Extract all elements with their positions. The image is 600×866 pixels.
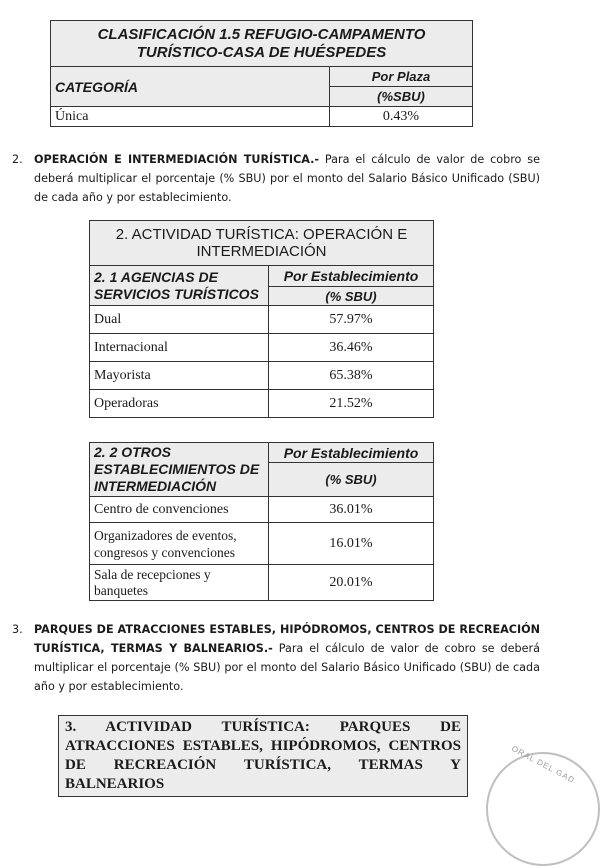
table-row <box>90 390 434 418</box>
table3-row-value: 36.01% <box>269 497 434 523</box>
table2-rate-header: Por Establecimiento <box>269 266 434 287</box>
item-3-number: 3. <box>12 623 23 636</box>
item-2-number: 2. <box>12 153 23 166</box>
table2-row-name: Dual <box>90 306 269 334</box>
table-row <box>90 565 434 601</box>
table1-row-value: 0.43% <box>330 107 473 127</box>
table1-row-name: Única <box>51 107 330 127</box>
table3-row-name: Organizadores de eventos, congresos y convenciones <box>90 523 269 565</box>
item-2-paragraph <box>12 150 540 207</box>
table3-category-header: 2. 2 OTROS ESTABLECIMIENTOS DE INTERMEDIACIÓN <box>90 443 269 497</box>
item-3-text: Para el cálculo de valor de cobro se deberá multiplicar el porcentaje (% SBU) por el monto del Salario Básico Unificado (SBU) de cada año y por establecimiento. <box>34 642 540 693</box>
table2-category-header: 2. 1 AGENCIAS DE SERVICIOS TURÍSTICOS <box>90 266 269 306</box>
table3-row-name: Centro de convenciones <box>90 497 269 523</box>
table3-rate-header: Por Establecimiento <box>269 443 434 463</box>
table-otros-establecimientos <box>89 442 434 601</box>
table3-row-value: 16.01% <box>269 523 434 565</box>
table-parques-atracciones <box>58 715 468 797</box>
table2-row-name: Mayorista <box>90 362 269 390</box>
item-2-heading: OPERACIÓN E INTERMEDIACIÓN TURÍSTICA.- <box>34 153 320 166</box>
table1-category-header: CATEGORÍA <box>51 67 330 107</box>
table2-row-value: 21.52% <box>269 390 434 418</box>
table1-unit-header: (%SBU) <box>330 87 473 107</box>
table2-row-name: Operadoras <box>90 390 269 418</box>
table-actividad-operacion <box>89 220 434 418</box>
table-row <box>90 334 434 362</box>
table3-unit-header: (% SBU) <box>269 463 434 497</box>
table-row <box>51 107 473 127</box>
table2-row-name: Internacional <box>90 334 269 362</box>
table-refugio-campamento <box>50 20 473 127</box>
seal-text: ORAL DEL GAD <box>510 743 577 786</box>
table-row <box>90 523 434 565</box>
table2-row-value: 65.38% <box>269 362 434 390</box>
table3-row-name: Sala de recepciones y banquetes <box>90 565 269 601</box>
table2-title: 2. ACTIVIDAD TURÍSTICA: OPERACIÓN E INTERMEDIACIÓN <box>90 221 434 266</box>
table2-row-value: 57.97% <box>269 306 434 334</box>
table-row <box>90 362 434 390</box>
item-3-heading: PARQUES DE ATRACCIONES ESTABLES, HIPÓDROMOS, CENTROS DE RECREACIÓN TURÍSTICA, TERMAS Y BALNEARIOS.- <box>34 623 540 655</box>
table1-title: CLASIFICACIÓN 1.5 REFUGIO-CAMPAMENTO TURÍSTICO-CASA DE HUÉSPEDES <box>51 21 473 67</box>
table2-unit-header: (% SBU) <box>269 287 434 306</box>
table-row <box>90 497 434 523</box>
table-row <box>90 306 434 334</box>
item-3-paragraph <box>12 620 540 696</box>
table2-row-value: 36.46% <box>269 334 434 362</box>
item-2-text: Para el cálculo de valor de cobro se deberá multiplicar el porcentaje (% SBU) por el monto del Salario Básico Unificado (SBU) de cada año y por establecimiento. <box>34 153 540 204</box>
table4-title: 3. ACTIVIDAD TURÍSTICA: PARQUES DE ATRACCIONES ESTABLES, HIPÓDROMOS, CENTROS DE RECREACIÓN TURÍSTICA, TERMAS Y BALNEARIOS <box>59 716 468 797</box>
table1-rate-header: Por Plaza <box>330 67 473 87</box>
table3-row-value: 20.01% <box>269 565 434 601</box>
